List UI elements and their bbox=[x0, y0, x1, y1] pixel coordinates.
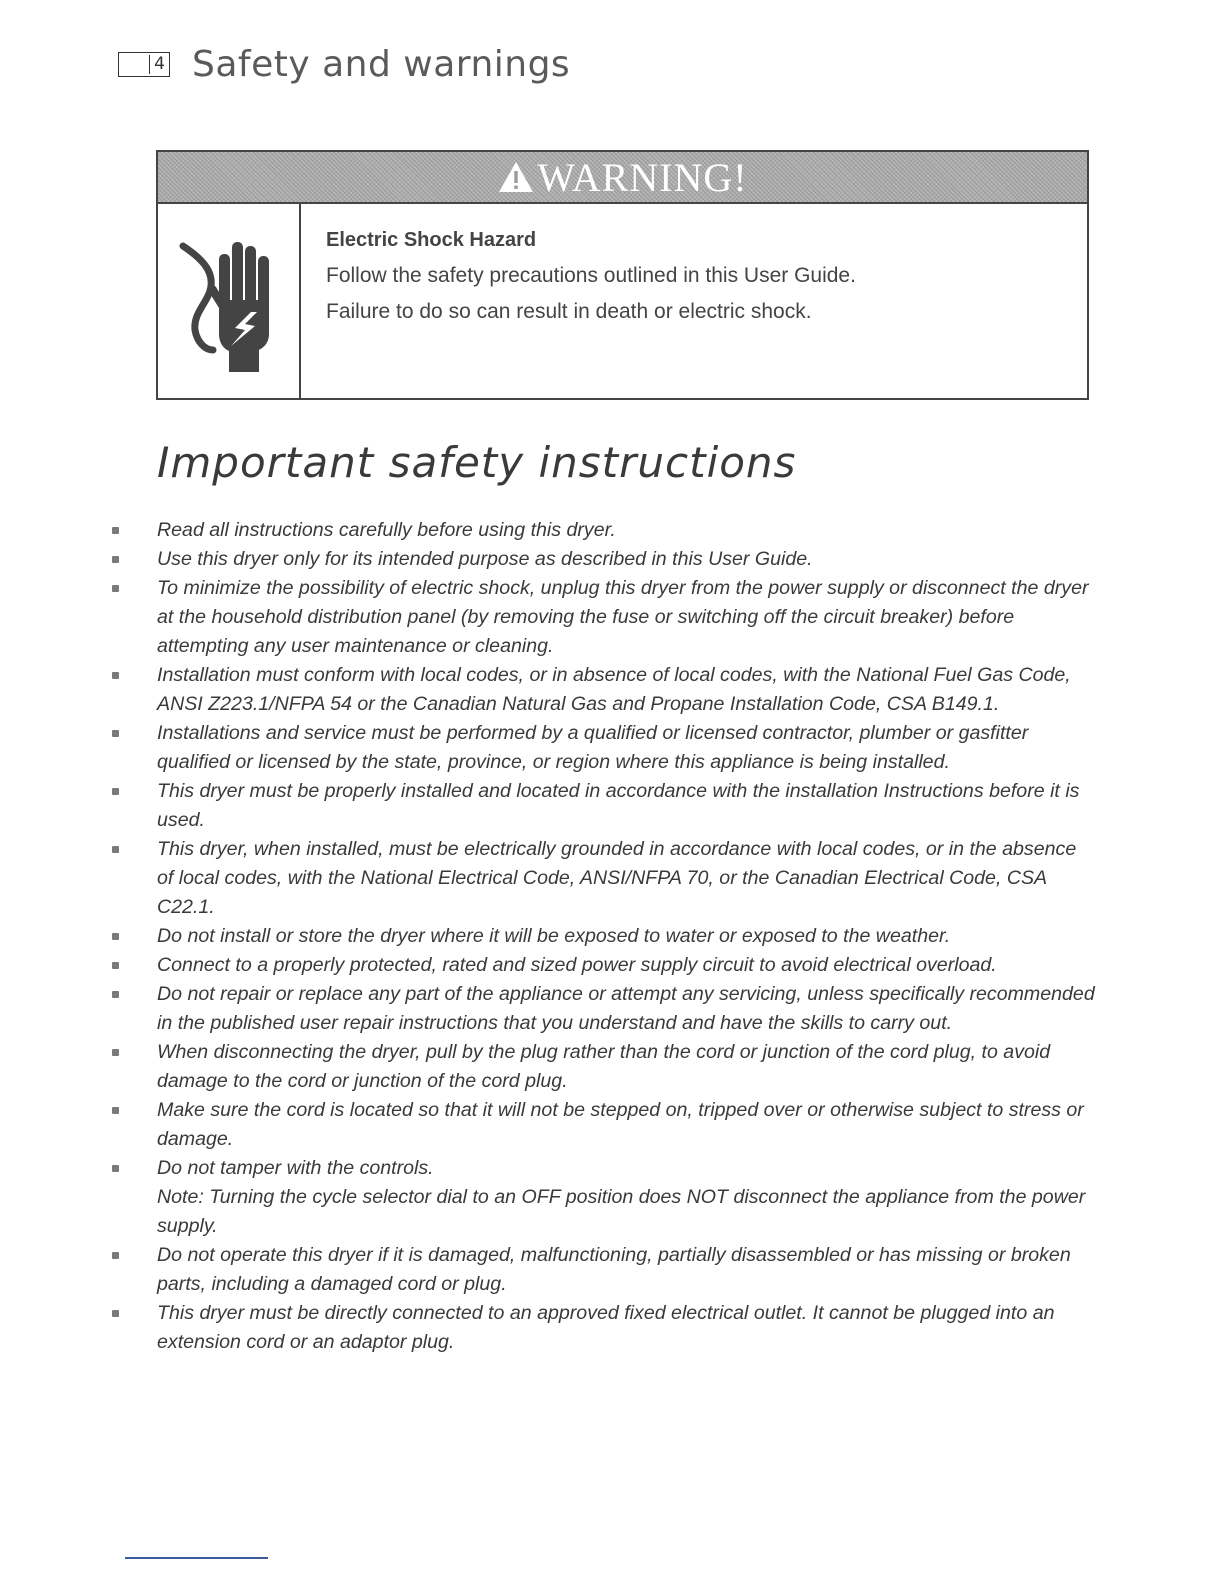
bullet-icon bbox=[112, 1165, 119, 1172]
instructions-list bbox=[110, 516, 1095, 1357]
bullet-icon bbox=[112, 527, 119, 534]
list-item: This dryer must be directly connected to an approved fixed electrical outlet. It cannot be plugged into an extension cord or an adaptor plug. bbox=[110, 1299, 1095, 1357]
list-item: Use this dryer only for its intended purpose as described in this User Guide. bbox=[110, 545, 1095, 574]
bullet-icon bbox=[112, 672, 119, 679]
list-item: Do not install or store the dryer where it will be exposed to water or exposed to the weather. bbox=[110, 922, 1095, 951]
warning-banner-text: WARNING! bbox=[537, 154, 748, 200]
main-heading: Important safety instructions bbox=[157, 438, 797, 487]
warning-banner bbox=[158, 152, 1087, 204]
note-text: Note: Turning the cycle selector dial to an OFF position does NOT disconnect the appliance from the power supply. bbox=[157, 1186, 1086, 1237]
bullet-icon bbox=[112, 991, 119, 998]
bullet-icon bbox=[112, 1049, 119, 1056]
page-number-box bbox=[118, 52, 170, 77]
warning-box bbox=[156, 150, 1089, 400]
bullet-icon bbox=[112, 585, 119, 592]
bullet-icon bbox=[112, 962, 119, 969]
electric-shock-hand-icon bbox=[158, 204, 301, 400]
page-header bbox=[118, 44, 570, 84]
list-item: Make sure the cord is located so that it will not be stepped on, tripped over or otherwise subject to stress or damage. bbox=[110, 1096, 1095, 1154]
warning-text bbox=[301, 204, 856, 400]
section-title: Safety and warnings bbox=[192, 43, 571, 85]
list-item: When disconnecting the dryer, pull by the plug rather than the cord or junction of the cord plug, to avoid damage to the cord or junction of the cord plug. bbox=[110, 1038, 1095, 1096]
bullet-icon bbox=[112, 730, 119, 737]
warning-line: Failure to do so can result in death or electric shock. bbox=[326, 300, 812, 323]
list-item: Do not repair or replace any part of the appliance or attempt any servicing, unless specifically recommended in the published user repair instructions that you understand and have the skills to carry out. bbox=[110, 980, 1095, 1038]
footer-divider bbox=[125, 1557, 268, 1559]
warning-title: Electric Shock Hazard bbox=[326, 229, 537, 251]
bullet-icon bbox=[112, 933, 119, 940]
bullet-icon bbox=[112, 1107, 119, 1114]
list-item: Installation must conform with local codes, or in absence of local codes, with the National Fuel Gas Code, ANSI Z223.1/NFPA 54 or the Canadian Natural Gas and Propane Installation Code, CSA B149.1. bbox=[110, 661, 1095, 719]
list-item: Read all instructions carefully before using this dryer. bbox=[110, 516, 1095, 545]
bullet-icon bbox=[112, 788, 119, 795]
warning-line: Follow the safety precautions outlined in this User Guide. bbox=[326, 264, 856, 287]
bullet-icon bbox=[112, 1310, 119, 1317]
bullet-icon bbox=[112, 1252, 119, 1259]
warning-triangle-icon bbox=[497, 160, 535, 194]
page-number: 4 bbox=[154, 53, 165, 74]
list-item: Do not operate this dryer if it is damaged, malfunctioning, partially disassembled or has missing or broken parts, including a damaged cord or plug. bbox=[110, 1241, 1095, 1299]
list-item: Do not tamper with the controls. Note: Turning the cycle selector dial to an OFF position does NOT disconnect the appliance from the power supply. bbox=[110, 1154, 1095, 1241]
list-item: Installations and service must be performed by a qualified or licensed contractor, plumber or gasfitter qualified or licensed by the state, province, or region where this appliance is being installed. bbox=[110, 719, 1095, 777]
list-item: Connect to a properly protected, rated and sized power supply circuit to avoid electrical overload. bbox=[110, 951, 1095, 980]
bullet-icon bbox=[112, 556, 119, 563]
list-item: This dryer must be properly installed and located in accordance with the installation Instructions before it is used. bbox=[110, 777, 1095, 835]
list-item: To minimize the possibility of electric shock, unplug this dryer from the power supply or disconnect the dryer at the household distribution panel (by removing the fuse or switching off the circuit breaker) before attempting any user maintenance or cleaning. bbox=[110, 574, 1095, 661]
bullet-icon bbox=[112, 846, 119, 853]
list-item: This dryer, when installed, must be electrically grounded in accordance with local codes, or in the absence of local codes, with the National Electrical Code, ANSI/NFPA 70, or the Canadian Electrical Code, CSA C22.1. bbox=[110, 835, 1095, 922]
